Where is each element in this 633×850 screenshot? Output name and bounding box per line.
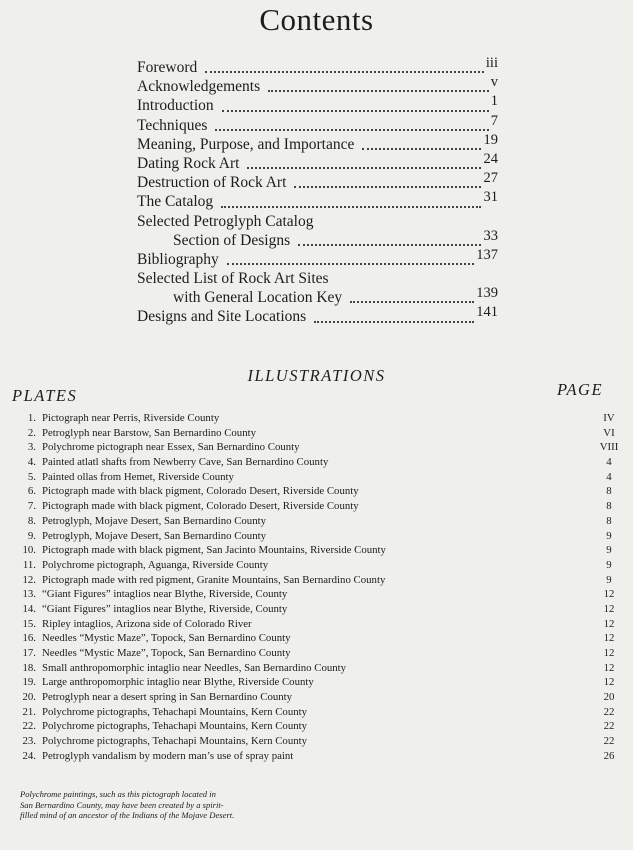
- plate-row: [14, 529, 633, 544]
- plate-description: “Giant Figures” intaglios near Blythe, Riverside, County: [42, 602, 288, 615]
- plate-description: Polychrome pictographs, Tehachapi Mountains, Kern County: [42, 735, 308, 748]
- plate-number: 22.: [22, 720, 36, 733]
- plate-description: Pictograph made with red pigment, Granite Mountains, San Bernardino County: [42, 573, 386, 586]
- plate-description: “Giant Figures” intaglios near Blythe, Riverside, County: [42, 588, 288, 601]
- plate-page: 8: [606, 514, 612, 527]
- plate-number: 7.: [27, 500, 36, 513]
- plate-number: 2.: [27, 426, 36, 439]
- toc-entry-page: 141: [476, 304, 498, 321]
- toc-entry-label: The Catalog: [137, 193, 214, 211]
- plate-page: 12: [603, 647, 615, 659]
- dot-leader: [215, 129, 489, 131]
- toc-entry: [133, 93, 498, 115]
- toc-entry: [133, 269, 498, 288]
- plate-description: Painted atlatl shafts from Newberry Cave, San Bernardino County: [42, 456, 329, 469]
- plate-page: 8: [606, 485, 612, 498]
- dot-leader: [222, 110, 489, 112]
- toc-entry: [133, 55, 498, 77]
- dot-leader: [205, 71, 484, 73]
- plate-number: 17.: [22, 647, 36, 659]
- plate-page: IV: [603, 412, 615, 424]
- photo-caption: [20, 789, 290, 821]
- plate-number: 18.: [22, 661, 36, 674]
- plates-list: [14, 411, 633, 764]
- plate-description: Polychrome pictographs, Tehachapi Mountains, Kern County: [42, 720, 308, 733]
- toc-entry: [133, 227, 498, 250]
- plate-row: [14, 573, 633, 588]
- toc-entry: [133, 170, 498, 192]
- plate-row: [14, 675, 633, 690]
- toc-entry-page: 139: [476, 285, 498, 302]
- plate-description: Large anthropomorphic intaglio near Blythe, Riverside County: [42, 676, 314, 689]
- plate-page: 9: [606, 558, 612, 571]
- toc-entry-label: Foreword: [137, 59, 198, 76]
- plate-row: [14, 587, 633, 602]
- plate-description: Petroglyph, Mojave Desert, San Bernardino County: [42, 529, 266, 542]
- plate-description: Pictograph made with black pigment, San Jacinto Mountains, Riverside County: [42, 544, 386, 557]
- plate-number: 19.: [22, 676, 36, 689]
- plate-description: Painted ollas from Hemet, Riverside County: [42, 470, 234, 483]
- toc-entry: [133, 74, 498, 96]
- plate-number: 13.: [22, 588, 36, 601]
- toc-entry: [133, 212, 498, 231]
- toc-entry: [133, 189, 498, 211]
- page-column-heading: PAGE: [557, 380, 604, 399]
- plate-number: 11.: [22, 558, 36, 571]
- plate-page: 12: [603, 661, 615, 674]
- plate-row: [14, 719, 633, 734]
- plate-number: 4.: [27, 456, 36, 469]
- plate-description: Pictograph made with black pigment, Colorado Desert, Riverside County: [42, 485, 359, 498]
- toc-entry-label: Dating Rock Art: [137, 154, 240, 172]
- dot-leader: [362, 148, 481, 150]
- table-of-contents: [133, 55, 498, 327]
- plate-description: Needles “Mystic Maze”, Topock, San Bernardino County: [42, 632, 291, 645]
- toc-entry-page: 7: [490, 112, 498, 129]
- plate-row: [14, 411, 633, 426]
- illustrations-heading: ILLUSTRATIONS: [247, 366, 386, 385]
- toc-entry-page: 19: [483, 131, 498, 148]
- plate-description: Petroglyph near Barstow, San Bernardino County: [42, 426, 257, 439]
- plate-page: VIII: [599, 441, 619, 454]
- plate-row: [14, 749, 633, 764]
- plate-row: [14, 734, 633, 749]
- toc-entry-label: Destruction of Rock Art: [137, 174, 287, 192]
- toc-entry-page: iii: [485, 55, 498, 71]
- toc-entry-page: 24: [483, 150, 498, 167]
- plate-description: Pictograph made with black pigment, Colorado Desert, Riverside County: [42, 500, 359, 513]
- dot-leader: [350, 301, 474, 303]
- plate-page: 8: [606, 500, 612, 513]
- toc-entry-label: with General Location Key: [173, 289, 343, 307]
- plate-number: 5.: [27, 470, 36, 483]
- plate-page: 12: [603, 588, 615, 601]
- caption-line: Polychrome paintings, such as this pictograph located in: [20, 789, 216, 799]
- toc-entry-label: Selected Petroglyph Catalog: [137, 212, 314, 230]
- plate-number: 15.: [22, 617, 36, 630]
- plate-row: [14, 705, 633, 720]
- toc-entry: [133, 131, 498, 154]
- dot-leader: [314, 321, 474, 323]
- toc-entry: [133, 285, 498, 307]
- toc-entry: [133, 246, 498, 269]
- dot-leader: [298, 244, 481, 246]
- plate-row: [14, 440, 633, 455]
- plate-number: 16.: [22, 632, 36, 645]
- plate-number: 12.: [22, 573, 36, 586]
- dot-leader: [268, 90, 489, 92]
- plate-description: Polychrome pictographs, Tehachapi Mountains, Kern County: [42, 705, 308, 718]
- plate-row: [14, 426, 633, 441]
- toc-entry-label: Selected List of Rock Art Sites: [137, 270, 329, 288]
- toc-entry-label: Designs and Site Locations: [137, 308, 307, 326]
- plate-description: Polychrome pictograph, Aguanga, Riverside County: [42, 558, 269, 571]
- plate-number: 24.: [22, 749, 36, 762]
- plate-row: [14, 514, 633, 529]
- plate-row: [14, 470, 633, 485]
- plate-page: 22: [603, 735, 615, 748]
- plate-description: Petroglyph, Mojave Desert, San Bernardino County: [42, 514, 266, 527]
- toc-entry-label: Techniques: [137, 116, 208, 134]
- plate-number: 14.: [22, 602, 36, 615]
- toc-entry-page: 137: [476, 246, 498, 263]
- plate-row: [14, 661, 633, 676]
- plate-description: Ripley intaglios, Arizona side of Colorado River: [42, 617, 252, 630]
- plate-page: 12: [603, 632, 615, 645]
- plate-page: 9: [606, 573, 612, 586]
- plate-number: 23.: [22, 735, 36, 748]
- plate-row: [14, 602, 633, 617]
- caption-line: San Bernardino County, may have been created by a spirit-: [20, 799, 224, 810]
- page-title: Contents: [259, 2, 374, 37]
- plate-number: 3.: [27, 441, 36, 454]
- toc-entry-page: v: [490, 74, 498, 91]
- toc-entry-label: Meaning, Purpose, and Importance: [137, 135, 355, 153]
- toc-entry: [133, 112, 498, 135]
- plate-number: 10.: [22, 544, 36, 557]
- plates-heading: PLATES: [12, 386, 78, 405]
- toc-entry-page: 31: [483, 189, 498, 206]
- toc-entry: [133, 150, 498, 173]
- plate-number: 8.: [27, 514, 36, 527]
- plate-row: [14, 631, 633, 646]
- plate-number: 9.: [27, 529, 36, 542]
- plate-row: [14, 690, 633, 705]
- toc-entry-page: 1: [490, 93, 498, 110]
- caption-line: filled mind of an ancestor of the Indians of the Mojave Desert.: [20, 810, 235, 820]
- dot-leader: [294, 186, 481, 188]
- plate-description: Needles “Mystic Maze”, Topock, San Bernardino County: [42, 647, 291, 659]
- toc-entry-label: Bibliography: [137, 250, 219, 268]
- plate-page: 4: [606, 456, 612, 469]
- plate-row: [14, 484, 633, 499]
- plate-row: [14, 558, 633, 573]
- plate-row: [14, 499, 633, 514]
- plate-row: [14, 455, 633, 470]
- plate-page: 12: [603, 602, 615, 615]
- plate-number: 21.: [22, 705, 36, 718]
- plate-page: 22: [603, 720, 615, 733]
- dot-leader: [221, 206, 481, 208]
- plate-row: [14, 543, 633, 558]
- plate-number: 20.: [22, 691, 36, 704]
- plate-page: 12: [603, 617, 615, 630]
- plate-description: Pictograph near Perris, Riverside County: [42, 412, 220, 424]
- plate-row: [14, 646, 633, 661]
- dot-leader: [247, 167, 481, 169]
- plate-number: 6.: [27, 485, 36, 498]
- plate-number: 1.: [27, 412, 36, 424]
- plate-page: 12: [603, 676, 615, 689]
- toc-entry-label: Section of Designs: [173, 231, 291, 249]
- toc-entry-label: Introduction: [137, 97, 214, 115]
- toc-entry-page: 27: [483, 170, 498, 187]
- plate-description: Petroglyph near a desert spring in San Bernardino County: [42, 691, 293, 704]
- plate-page: 9: [606, 529, 612, 542]
- plate-description: Petroglyph vandalism by modern man’s use of spray paint: [42, 749, 294, 762]
- toc-entry: [133, 304, 498, 326]
- plate-page: 4: [606, 470, 612, 483]
- dot-leader: [227, 263, 474, 265]
- plate-page: 9: [606, 544, 612, 557]
- toc-entry-page: 33: [483, 227, 498, 244]
- plate-description: Small anthropomorphic intaglio near Needles, San Bernardino County: [42, 661, 347, 674]
- plate-description: Polychrome pictograph near Essex, San Bernardino County: [42, 441, 300, 454]
- plate-page: 26: [603, 749, 615, 762]
- toc-entry-label: Acknowledgements: [137, 78, 261, 96]
- plate-page: 20: [603, 691, 615, 704]
- plate-row: [14, 617, 633, 632]
- plate-page: VI: [603, 426, 615, 439]
- plate-page: 22: [603, 705, 615, 718]
